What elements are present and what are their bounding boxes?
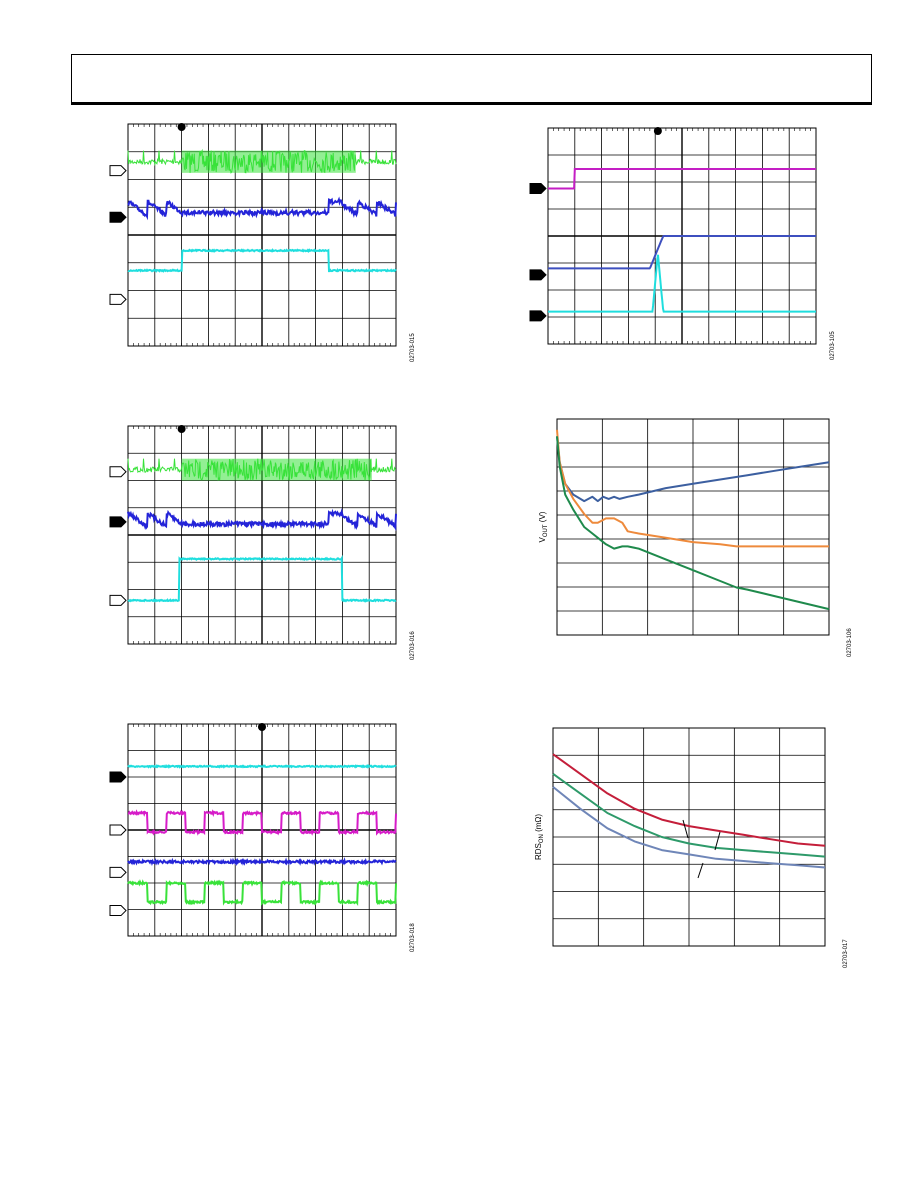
figure-id: 02703-105 — [830, 331, 836, 360]
scope-trace-1 — [128, 766, 396, 767]
trigger-marker — [178, 123, 186, 131]
y-axis-label: $RDS_{ON}$ (mΩ) — [534, 813, 545, 861]
channel-marker-1 — [530, 183, 546, 193]
channel-marker-1 — [110, 772, 126, 782]
trace-line — [128, 766, 396, 767]
channel-marker-1 — [110, 166, 126, 176]
burst-band — [182, 459, 372, 481]
channel-marker-3 — [110, 867, 126, 877]
channel-marker-3 — [110, 294, 126, 304]
scope-plot-1 — [100, 118, 420, 378]
channel-marker-3 — [110, 595, 126, 605]
trigger-marker — [178, 425, 186, 433]
trigger-marker — [654, 127, 662, 135]
header-rule — [71, 102, 872, 105]
figure-id: 02703-018 — [410, 923, 416, 952]
channel-marker-2 — [110, 825, 126, 835]
channel-marker-2 — [110, 517, 126, 527]
channel-marker-2 — [530, 270, 546, 280]
burst-band — [182, 151, 356, 173]
figure-id: 02703-017 — [843, 939, 849, 968]
scope-plot-4 — [522, 120, 842, 380]
figure-id: 02703-016 — [410, 631, 416, 660]
channel-marker-1 — [110, 467, 126, 477]
figure-id: 02703-015 — [410, 333, 416, 362]
channel-marker-4 — [110, 906, 126, 916]
figure-id: 02703-106 — [847, 628, 853, 657]
page-header — [71, 54, 872, 102]
scope-plot-2 — [100, 420, 420, 680]
scope-plot-3 — [100, 718, 420, 980]
rdson-chart — [520, 720, 860, 980]
channel-marker-3 — [530, 311, 546, 321]
vout-chart — [500, 415, 860, 675]
y-axis-label: $V_{OUT}$ (V) — [538, 511, 549, 543]
trigger-marker — [258, 723, 266, 731]
channel-marker-2 — [110, 212, 126, 222]
